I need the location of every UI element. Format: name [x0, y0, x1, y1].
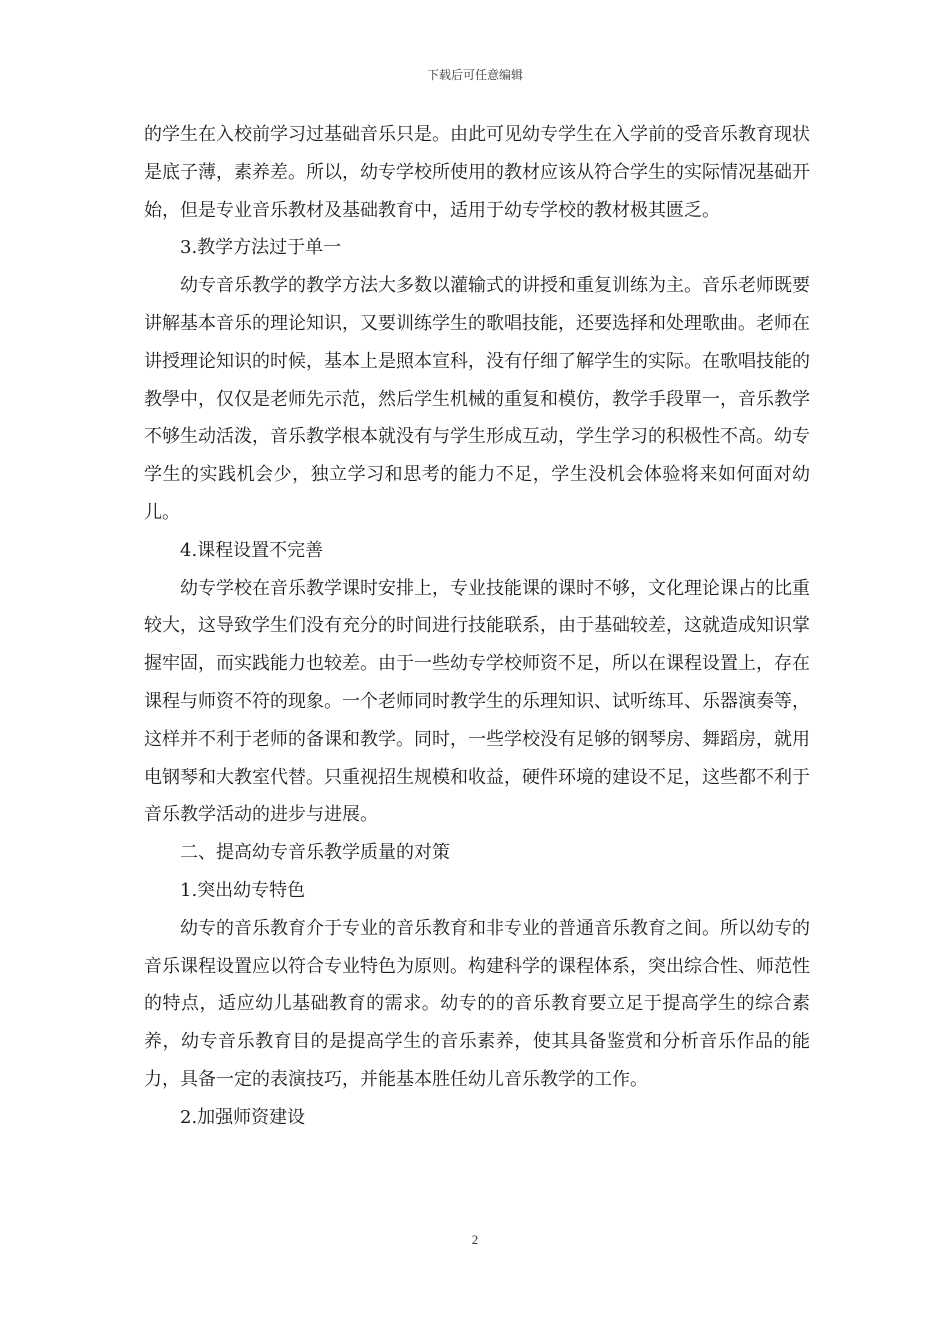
body-paragraph: 幼专音乐教学的教学方法大多数以灌输式的讲授和重复训练为主。音乐老师既要讲解基本音乐的理论知识，又要训练学生的歌唱技能，还要选择和处理歌曲。老师在讲授理论知识的时候，基本上是照本宣科，没有仔细了解学生的实际。在歌唱技能的教學中，仅仅是老师先示范，然后学生机械的重复和模仿，教学手段單一，音乐教学不够生动活泼，音乐教学根本就没有与学生形成互动，学生学习的积极性不高。幼专学生的实践机会少，独立学习和思考的能力不足，学生没机会体验将来如何面对幼儿。 [144, 275, 810, 523]
section-heading: 2.加强师资建设 [180, 1106, 306, 1128]
chapter-heading: 二、提高幼专音乐教学质量的对策 [180, 842, 450, 864]
section-heading: 1.突出幼专特色 [180, 879, 306, 901]
page-header: 下载后可任意编辑 [426, 68, 523, 82]
body-paragraph: 的学生在入校前学习过基础音乐只是。由此可见幼专学生在入学前的受音乐教育现状是底子薄，素养差。所以，幼专学校所使用的教材应该从符合学生的实际情况基础开始，但是专业音乐教材及基础教育中，适用于幼专学校的教材极其匮乏。 [144, 124, 810, 221]
document-body [144, 116, 810, 1137]
section-heading: 3.教学方法过于单一 [180, 237, 342, 259]
body-paragraph: 幼专学校在音乐教学课时安排上，专业技能课的课时不够，文化理论课占的比重较大，这导致学生们没有充分的时间进行技能联系，由于基础较差，这就造成知识掌握牢固，而实践能力也较差。由于一些幼专学校师资不足，所以在课程设置上，存在课程与师资不符的现象。一个老师同时教学生的乐理知识、试听练耳、乐器演奏等，这样并不利于老师的备课和教学。同时，一些学校没有足够的钢琴房、舞蹈房，就用电钢琴和大教室代替。只重视招生规模和收益，硬件环境的建设不足，这些都不利于音乐教学活动的进步与进展。 [144, 577, 810, 826]
section-heading: 4.课程设置不完善 [180, 539, 324, 561]
body-paragraph: 幼专的音乐教育介于专业的音乐教育和非专业的普通音乐教育之间。所以幼专的音乐课程设置应以符合专业特色为原则。构建科学的课程体系，突出综合性、师范性的特点，适应幼儿基础教育的需求。幼专的的音乐教育要立足于提高学生的综合素养，幼专音乐教育目的是提高学生的音乐素养，使其具备鉴赏和分析音乐作品的能力，具备一定的表演技巧，并能基本胜任幼儿音乐教学的工作。 [144, 917, 810, 1090]
page-number: 2 [471, 1232, 479, 1247]
